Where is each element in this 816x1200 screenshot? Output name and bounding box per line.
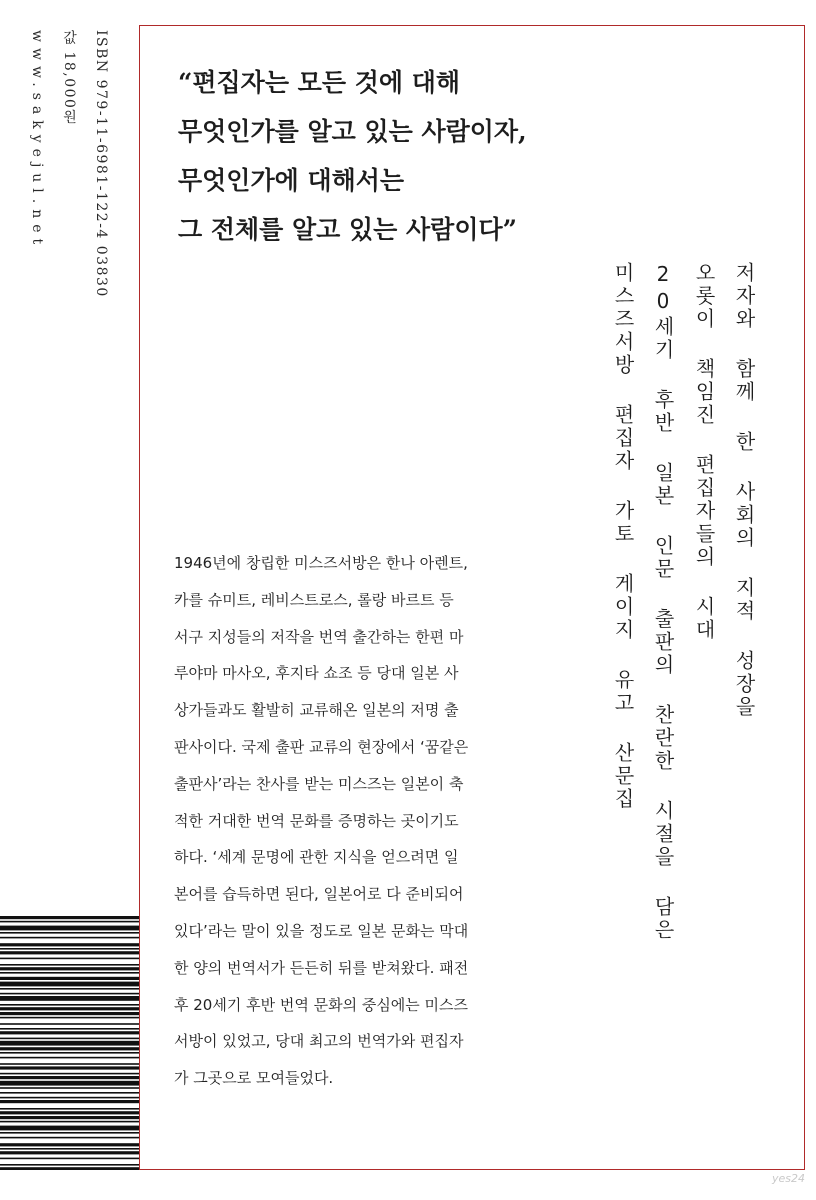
barcode-bar (0, 1087, 139, 1089)
barcode-bar (0, 1097, 139, 1099)
barcode-bar (0, 967, 139, 970)
barcode-bar (0, 1167, 139, 1170)
barcode-bar (0, 921, 139, 923)
body-line: 후 20세기 후반 번역 문화의 중심에는 미스즈 (174, 995, 469, 1014)
body-line: 하다. ‘세계 문명에 관한 지식을 얻으려면 일 (174, 848, 459, 867)
barcode-bar (0, 937, 139, 939)
barcode-bar (0, 1066, 139, 1069)
barcode-bar (0, 1126, 139, 1131)
barcode-bar (0, 1143, 139, 1146)
body-line: 1946년에 창립한 미스즈서방은 한나 아렌트, (174, 554, 468, 572)
barcode-bar (0, 1028, 139, 1030)
barcode-bar (0, 1111, 139, 1114)
body-line: 서구 지성들의 저작을 번역 출간하는 한편 마 (174, 627, 464, 646)
body-line: 본어를 습득하면 된다, 일본어로 다 준비되어 (174, 885, 464, 904)
body-line: 서방이 있었고, 당대 최고의 번역가와 편집자 (174, 1032, 464, 1051)
barcode-bar (0, 996, 139, 1001)
barcode-bar (0, 1023, 139, 1025)
barcode-bar (0, 1004, 139, 1006)
barcode-bar (0, 972, 139, 974)
barcode-bar (0, 1041, 139, 1046)
isbn-text: ISBN 979-11-6981-122-4 03830 (93, 30, 109, 298)
body-line: 한 양의 번역서가 든든히 뒤를 받쳐왔다. 패전 (174, 958, 469, 977)
body-line: 카를 슈미트, 레비스트로스, 롤랑 바르트 등 (174, 590, 454, 609)
barcode-bar (0, 1076, 139, 1079)
body-line: 판사이다. 국제 출판 교류의 현장에서 ‘꿈같은 (174, 737, 469, 756)
body-line: 루야마 마사오, 후지타 쇼조 등 당대 일본 사 (174, 664, 459, 683)
barcode-bar (0, 1057, 139, 1059)
barcode-bar (0, 1081, 139, 1086)
barcode-bar (0, 982, 139, 987)
barcode-bar (0, 1151, 139, 1154)
barcode-bar (0, 1158, 139, 1160)
vertical-tagline-1: 저자와 함께 한 사회의 지적 성장을 (732, 262, 756, 719)
barcode-bar (0, 977, 139, 980)
barcode-bar (0, 1031, 139, 1034)
barcode-bar (0, 1092, 139, 1094)
barcode-bar (0, 1012, 139, 1015)
barcode-bar (0, 1108, 139, 1110)
barcode-bar (0, 916, 139, 919)
barcode-bar (0, 943, 139, 946)
body-line: 출판사’라는 찬사를 받는 미스즈는 일본이 축 (174, 774, 464, 793)
barcode-bar (0, 1052, 139, 1054)
barcode-bar (0, 1007, 139, 1010)
barcode-bar (0, 932, 139, 934)
body-line: 상가들과도 활발히 교류해온 일본의 저명 출 (174, 701, 459, 720)
barcode-bar (0, 958, 139, 960)
website-text: www.sakyejul.net (29, 30, 45, 251)
body-paragraph (174, 545, 574, 1097)
barcode-bar (0, 1132, 139, 1134)
barcode-bar (0, 1100, 139, 1103)
barcode-bar (0, 1148, 139, 1150)
barcode-bar (0, 948, 139, 950)
body-line: 있다’라는 말이 있을 정도로 일본 문화는 막대 (174, 921, 469, 940)
barcode-bar (0, 1017, 139, 1019)
pull-quote (178, 58, 598, 254)
barcode-bar (0, 926, 139, 931)
vertical-tagline-2: 오롯이 책임진 편집자들의 시대 (692, 262, 716, 642)
body-line: 적한 거대한 번역 문화를 증명하는 곳이기도 (174, 811, 459, 830)
barcode (0, 914, 139, 1170)
quote-line: 무엇인가에 대해서는 (178, 166, 405, 195)
barcode-bar (0, 1073, 139, 1075)
watermark-text: yes24 (772, 1172, 806, 1185)
vertical-tagline-4: 미스즈서방 편집자 가토 게이지 유고 산문집 (611, 262, 635, 811)
quote-line: 그 전체를 알고 있는 사람이다” (178, 215, 517, 244)
barcode-bar (0, 1121, 139, 1123)
barcode-bar (0, 988, 139, 990)
barcode-bar (0, 1137, 139, 1139)
barcode-bar (0, 951, 139, 954)
quote-line: “편집자는 모든 것에 대해 (178, 68, 460, 97)
barcode-bar (0, 1164, 139, 1166)
barcode-bar (0, 1047, 139, 1050)
barcode-bar (0, 1038, 139, 1040)
quote-line: 무엇인가를 알고 있는 사람이자, (178, 117, 527, 146)
barcode-bar (0, 1063, 139, 1065)
price-text: 값 18,000원 (61, 30, 77, 125)
barcode-bar (0, 1116, 139, 1119)
vertical-tagline-3: 20세기 후반 일본 인문 출판의 찬란한 시절을 담은 (651, 262, 675, 942)
barcode-bar (0, 964, 139, 966)
body-line: 가 그곳으로 모여들었다. (174, 1069, 334, 1088)
barcode-bar (0, 993, 139, 995)
